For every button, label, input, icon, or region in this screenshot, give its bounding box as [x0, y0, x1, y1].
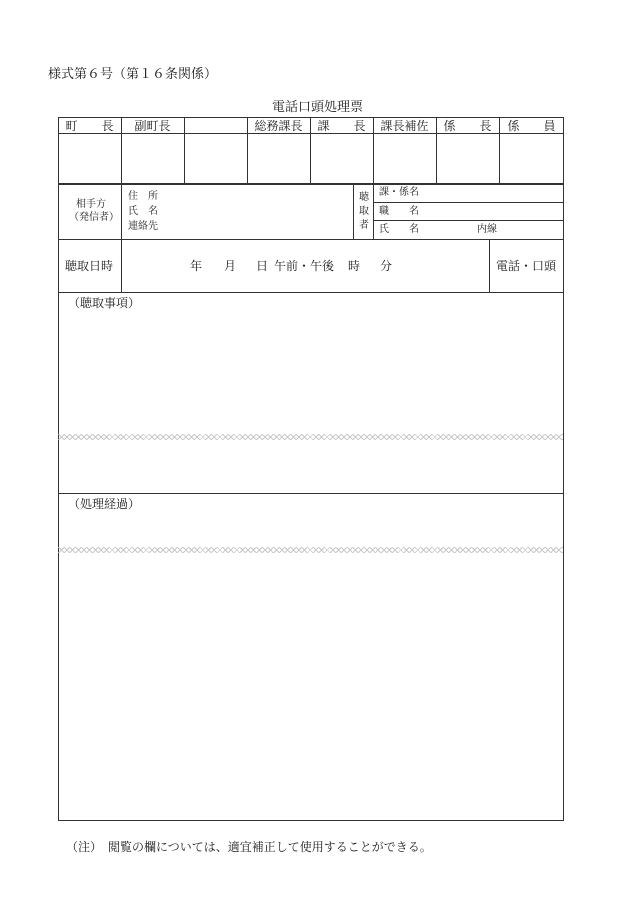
approval-header-mayor: 町 長: [65, 119, 114, 133]
process-label: （処理経過）: [68, 497, 141, 511]
receiver-label-char-2: 取: [359, 206, 369, 217]
caller-sub-label: （発信者）: [69, 212, 119, 223]
receiver-label-char-3: 者: [359, 220, 369, 231]
approval-header-section-chief: 課 長: [317, 119, 366, 133]
continuation-wave: [58, 434, 563, 440]
approval-header-assistant-chief: 課長補佐: [380, 119, 429, 133]
receiver-extension-label: 内線: [477, 224, 497, 235]
form-title: 電話口頭処理票: [272, 100, 364, 115]
datetime-label: 聴取日時: [65, 259, 114, 273]
approval-header-unit-chief: 係 長: [443, 119, 492, 133]
datetime-ampm: 午前・午後: [274, 259, 335, 273]
approval-header-staff: 係 員: [507, 119, 556, 133]
approval-header-deputy-mayor: 副町長: [134, 119, 171, 133]
caller-label: 相手方: [76, 199, 106, 210]
datetime-minute: 分: [380, 259, 393, 273]
hearing-items-label: （聴取事項）: [68, 296, 141, 310]
contact-method: 電話・口頭: [496, 259, 557, 273]
datetime-year: 年: [190, 259, 203, 273]
note-text: 閲覧の欄については、適宜補正して使用することができる。: [108, 840, 432, 854]
datetime-day: 日: [256, 259, 269, 273]
datetime-hour: 時: [348, 259, 361, 273]
receiver-position-label: 職 名: [379, 206, 419, 217]
receiver-section-label: 課・係名: [379, 187, 419, 198]
receiver-label-char-1: 聴: [359, 192, 369, 203]
datetime-month: 月: [224, 259, 237, 273]
note-prefix: （注）: [66, 840, 103, 854]
continuation-wave: [58, 547, 563, 553]
approval-header-blank: [184, 118, 247, 133]
caller-address-label: 住 所: [128, 191, 158, 202]
caller-name-label: 氏 名: [128, 206, 158, 217]
form-number: 様式第６号（第１６条関係）: [48, 67, 218, 82]
receiver-name-label: 氏 名: [379, 224, 419, 235]
approval-header-general-affairs-chief: 総務課長: [254, 119, 303, 133]
caller-contact-label: 連絡先: [128, 221, 158, 232]
